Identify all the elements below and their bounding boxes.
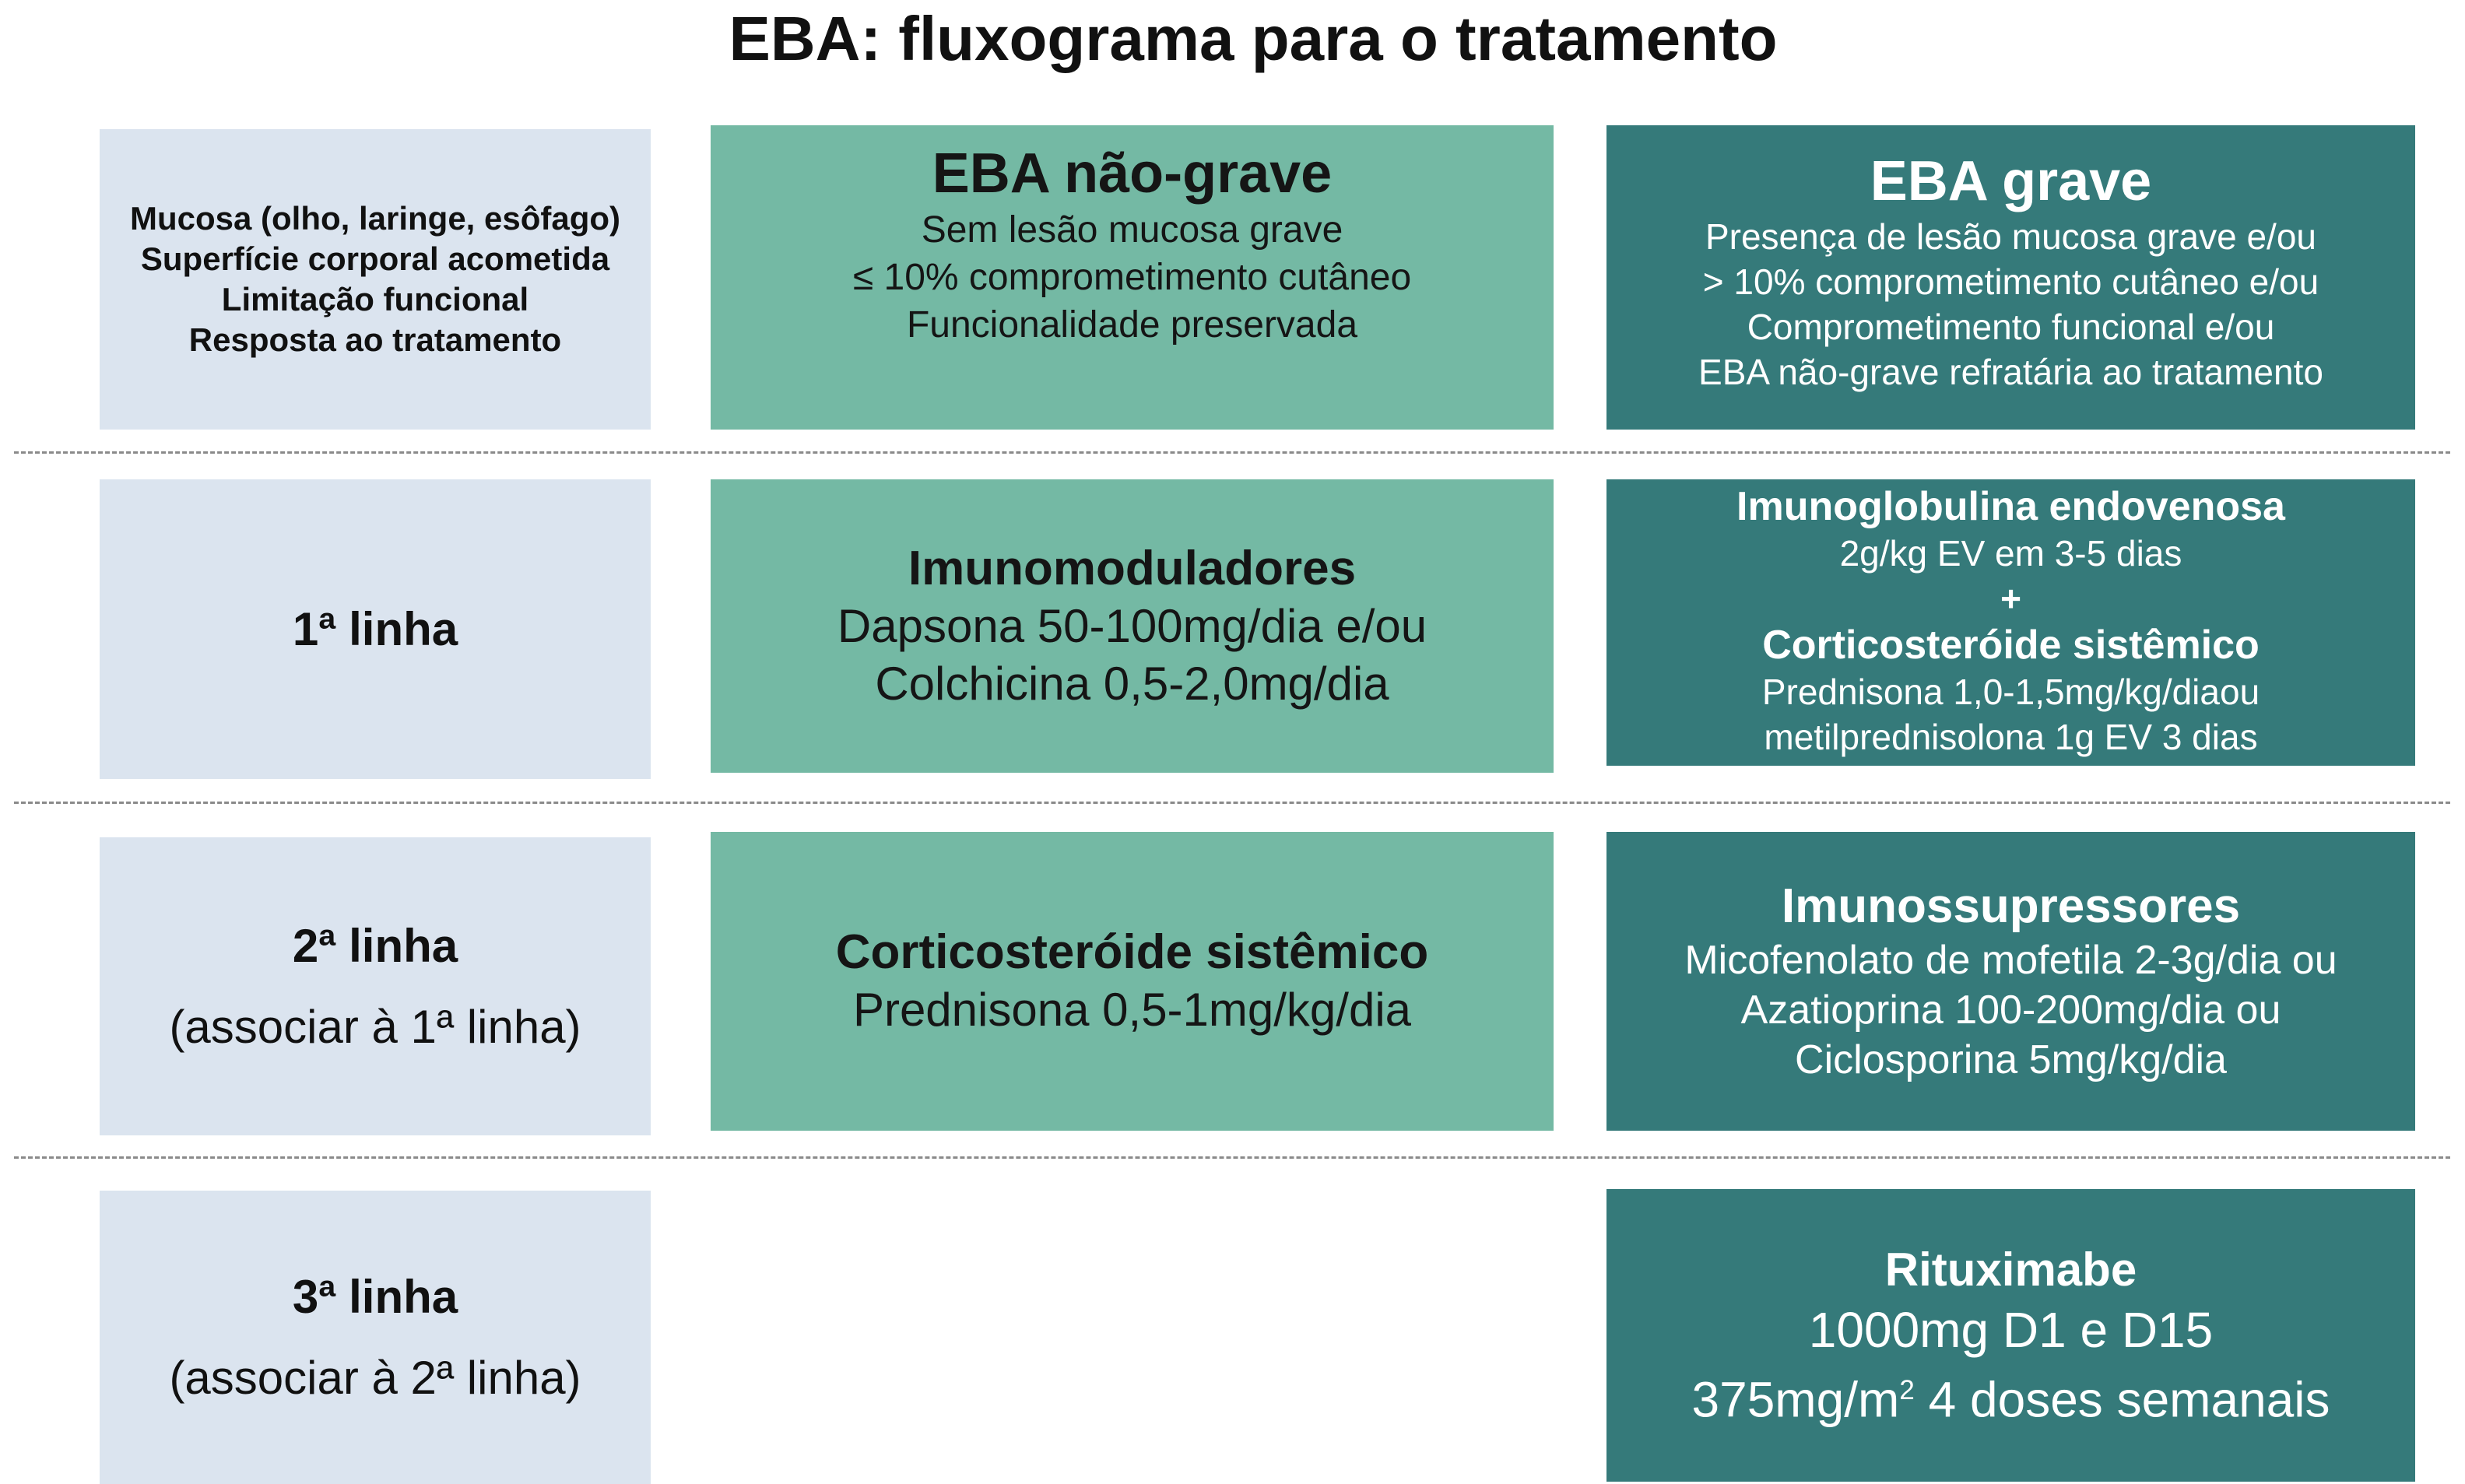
non-severe-criterion: Funcionalidade preservada bbox=[906, 304, 1358, 346]
severe-criterion: EBA não-grave refratária ao tratamento bbox=[1698, 352, 2323, 392]
second-line-label: 2ª linha bbox=[292, 919, 458, 972]
dose-suffix: 4 doses semanais bbox=[1914, 1371, 2330, 1428]
criteria-item: Limitação funcional bbox=[221, 281, 529, 317]
treatment-line: Dapsona 50-100mg/dia e/ou bbox=[837, 599, 1427, 652]
treatment-line: Ciclosporina 5mg/kg/dia bbox=[1795, 1037, 2227, 1082]
severe-criterion: Comprometimento funcional e/ou bbox=[1747, 307, 2275, 347]
first-line-label-box bbox=[100, 479, 651, 779]
second-line-severe-box bbox=[1606, 832, 2415, 1131]
second-line-note: (associar à 1ª linha) bbox=[169, 1000, 581, 1053]
treatment-line bbox=[1692, 1360, 2330, 1430]
severe-criterion: > 10% comprometimento cutâneo e/ou bbox=[1702, 261, 2319, 302]
third-line-severe-box bbox=[1606, 1189, 2415, 1482]
plus-sign: + bbox=[2000, 578, 2021, 619]
row-divider bbox=[14, 802, 2450, 804]
treatment-line: Micofenolato de mofetila 2-3g/dia ou bbox=[1684, 938, 2337, 983]
row-divider bbox=[14, 451, 2450, 454]
severe-criterion: Presença de lesão mucosa grave e/ou bbox=[1705, 216, 2317, 257]
row-divider bbox=[14, 1156, 2450, 1159]
criteria-item: Resposta ao tratamento bbox=[188, 321, 562, 358]
third-line-label-box bbox=[100, 1191, 651, 1484]
corticosteroid-title: Corticosteróide sistêmico bbox=[1762, 623, 2260, 668]
criteria-box bbox=[100, 129, 651, 430]
severe-title: EBA grave bbox=[1870, 150, 2152, 212]
immunomodulators-title: Imunomoduladores bbox=[908, 541, 1357, 595]
page-title: EBA: fluxograma para o tratamento bbox=[729, 4, 1778, 73]
dose-superscript: 2 bbox=[1899, 1375, 1915, 1406]
corticosteroid-title: Corticosteróide sistêmico bbox=[835, 925, 1429, 979]
third-line-label: 3ª linha bbox=[292, 1270, 458, 1323]
treatment-line: 1000mg D1 e D15 bbox=[1808, 1302, 2214, 1359]
criteria-item: Mucosa (olho, laringe, esôfago) bbox=[129, 200, 621, 237]
first-line-label: 1ª linha bbox=[292, 602, 458, 655]
non-severe-criterion: Sem lesão mucosa grave bbox=[921, 209, 1343, 251]
treatment-line: 2g/kg EV em 3-5 dias bbox=[1839, 533, 2182, 574]
immunosuppressants-title: Imunossupressores bbox=[1781, 879, 2241, 933]
treatment-line: Colchicina 0,5-2,0mg/dia bbox=[875, 657, 1389, 710]
first-line-severe-box bbox=[1606, 479, 2415, 766]
third-line-note: (associar à 2ª linha) bbox=[169, 1351, 581, 1404]
second-line-non-severe-box bbox=[711, 832, 1554, 1131]
second-line-label-box bbox=[100, 837, 651, 1135]
non-severe-title: EBA não-grave bbox=[932, 142, 1333, 205]
treatment-line: Prednisona 0,5-1mg/kg/dia bbox=[852, 984, 1412, 1036]
treatment-line: metilprednisolona 1g EV 3 dias bbox=[1764, 717, 2258, 757]
dose-prefix: 375mg/m bbox=[1691, 1371, 1900, 1428]
criteria-item: Superfície corporal acometida bbox=[140, 240, 610, 277]
non-severe-criterion: ≤ 10% comprometimento cutâneo bbox=[852, 257, 1412, 298]
first-line-non-severe-box bbox=[711, 479, 1554, 773]
rituximab-title: Rituximabe bbox=[1884, 1244, 2137, 1296]
treatment-line: Prednisona 1,0-1,5mg/kg/diaou bbox=[1761, 672, 2260, 712]
treatment-line: Azatioprina 100-200mg/dia ou bbox=[1740, 988, 2281, 1033]
severe-header-box bbox=[1606, 125, 2415, 430]
non-severe-header-box bbox=[711, 125, 1554, 430]
ivig-title: Imunoglobulina endovenosa bbox=[1736, 484, 2285, 529]
